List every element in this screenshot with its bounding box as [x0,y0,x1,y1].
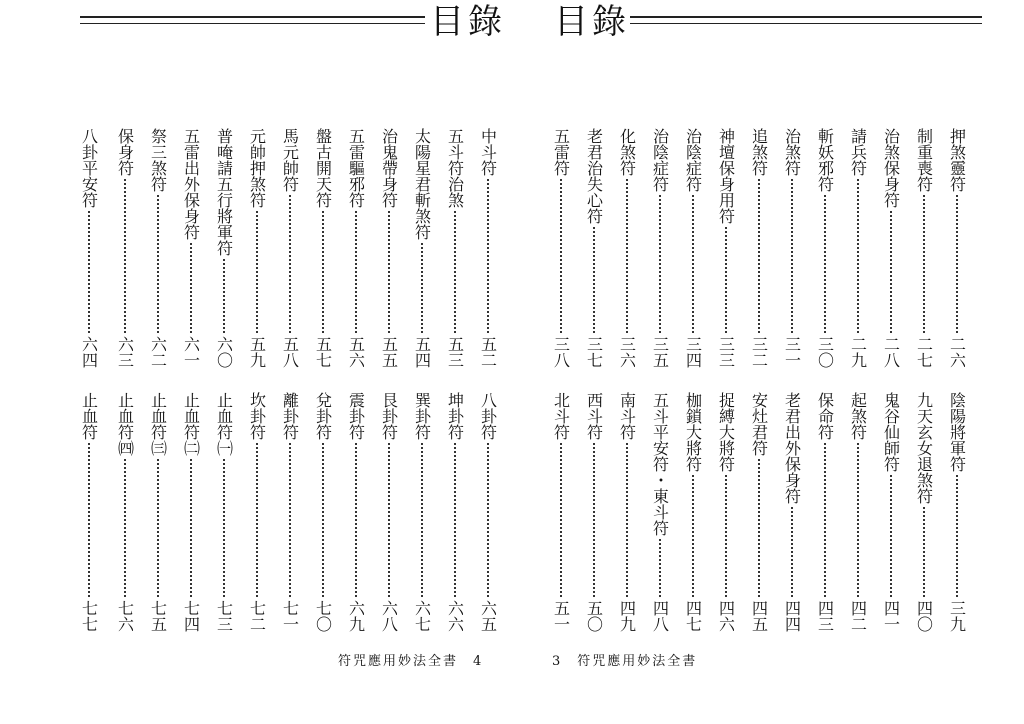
toc-entry[interactable] [847,128,869,368]
leader-dots [857,179,859,333]
right-page [512,0,1024,724]
toc-entry[interactable] [378,128,400,368]
entry-page: 二六 [947,336,967,368]
toc-entry[interactable] [180,128,202,368]
leader-dots [355,211,357,333]
leader-dots [88,443,90,597]
leader-dots [88,211,90,333]
header-rule-right [630,16,982,24]
entry-title: 治鬼帶身符 [379,128,399,208]
leader-dots [157,195,159,333]
leader-dots [659,195,661,333]
entry-page: 七四 [181,600,201,632]
entry-page: 四五 [749,600,769,632]
leader-dots [560,443,562,597]
toc-entry[interactable] [946,128,968,368]
entry-page: 二八 [881,336,901,368]
toc-entry[interactable] [312,128,334,368]
entry-page: 三九 [947,600,967,632]
leader-dots [388,211,390,333]
leader-dots [857,443,859,597]
entry-title: 兌卦符 [313,392,333,440]
toc-entry[interactable] [213,128,235,368]
page-footer-right: 3 符咒應用妙法全書 [552,654,698,669]
toc-entry[interactable] [715,392,737,632]
entry-title: 離卦符 [280,392,300,440]
entry-title: 起煞符 [848,392,868,440]
leader-dots [124,459,126,597]
leader-dots [791,507,793,597]
entry-page: 二七 [914,336,934,368]
entry-page: 三一 [782,336,802,368]
toc-entry[interactable] [649,128,671,368]
toc-entry[interactable] [213,392,235,632]
entry-title: 追煞符 [749,128,769,176]
leader-dots [659,539,661,597]
toc-entry[interactable] [477,128,499,368]
entry-title: 止血符㈢ [148,392,168,456]
leader-dots [692,475,694,597]
entry-page: 三三 [716,336,736,368]
toc-entry[interactable] [880,392,902,632]
toc-entry[interactable] [378,392,400,632]
entry-title: 中斗符 [478,128,498,176]
entry-page: 七二 [247,600,267,632]
entry-page: 七三 [214,600,234,632]
entry-title: 祭三煞符 [148,128,168,192]
toc-entry[interactable] [814,392,836,632]
entry-title: 九天玄女退煞符 [914,392,934,504]
leader-dots [421,443,423,597]
page-footer-left: 符咒應用妙法全書 4 [338,654,484,669]
leader-dots [626,443,628,597]
entry-title: 斬妖邪符 [815,128,835,192]
leader-dots [289,195,291,333]
toc-entry[interactable] [78,128,100,368]
toc-entry[interactable] [946,392,968,632]
toc-entry[interactable] [748,392,770,632]
toc-entry[interactable] [411,128,433,368]
entry-page: 四八 [650,600,670,632]
toc-entry[interactable] [550,128,572,368]
entry-title: 五雷驅邪符 [346,128,366,208]
entry-title: 治陰症符 [650,128,670,192]
leader-dots [322,211,324,333]
toc-entry[interactable] [682,392,704,632]
entry-page: 二九 [848,336,868,368]
toc-entry[interactable] [748,128,770,368]
leader-dots [190,459,192,597]
entry-page: 六九 [346,600,366,632]
entry-title: 坤卦符 [445,392,465,440]
entry-title: 止血符㈡ [181,392,201,456]
toc-entry[interactable] [444,128,466,368]
entry-page: 四六 [716,600,736,632]
entry-page: 五四 [412,336,432,368]
entry-page: 三七 [584,336,604,368]
leader-dots [791,179,793,333]
leader-dots [487,443,489,597]
toc-entry[interactable] [444,392,466,632]
entry-title: 五雷出外保身符 [181,128,201,240]
toc-entry[interactable] [345,392,367,632]
entry-title: 治煞保身符 [881,128,901,208]
leader-dots [421,243,423,333]
toc-entry[interactable] [246,392,268,632]
leader-dots [824,443,826,597]
toc-entry[interactable] [114,392,136,632]
toc-entry[interactable] [147,392,169,632]
entry-page: 五二 [478,336,498,368]
entry-page: 六二 [148,336,168,368]
toc-entry[interactable] [781,128,803,368]
toc-entry[interactable] [781,392,803,632]
entry-page: 四三 [815,600,835,632]
entry-page: 五七 [313,336,333,368]
leader-dots [956,195,958,333]
entry-title: 坎卦符 [247,392,267,440]
leader-dots [256,211,258,333]
entry-title: 止血符㈣ [115,392,135,456]
leader-dots [388,443,390,597]
leader-dots [355,443,357,597]
entry-page: 三二 [749,336,769,368]
entry-page: 六六 [445,600,465,632]
toc-entry[interactable] [114,128,136,368]
entry-title: 馬元帥符 [280,128,300,192]
entry-title: 保命符 [815,392,835,440]
entry-page: 七一 [280,600,300,632]
leader-dots [454,211,456,333]
entry-title: 請兵符 [848,128,868,176]
toc-entry[interactable] [180,392,202,632]
entry-title: 神壇保身用符 [716,128,736,224]
entry-title: 震卦符 [346,392,366,440]
toc-entry[interactable] [913,128,935,368]
toc-entry[interactable] [78,392,100,632]
entry-title: 止血符㈠ [214,392,234,456]
entry-page: 六三 [115,336,135,368]
leader-dots [223,459,225,597]
entry-title: 老君治失心符 [584,128,604,224]
entry-page: 六一 [181,336,201,368]
entry-page: 四一 [881,600,901,632]
leader-dots [223,259,225,333]
entry-page: 三六 [617,336,637,368]
toc-entry[interactable] [616,392,638,632]
entry-page: 七七 [79,600,99,632]
entry-title: 枷鎖大將符 [683,392,703,472]
entry-page: 六四 [79,336,99,368]
leader-dots [124,179,126,333]
entry-page: 六七 [412,600,432,632]
entry-page: 七〇 [313,600,333,632]
entry-title: 艮卦符 [379,392,399,440]
leader-dots [487,179,489,333]
leader-dots [593,443,595,597]
entry-page: 四二 [848,600,868,632]
leader-dots [956,475,958,597]
entry-page: 七五 [148,600,168,632]
toc-entry[interactable] [345,128,367,368]
entry-title: 安灶君符 [749,392,769,456]
toc-entry[interactable] [279,128,301,368]
toc-entry[interactable] [550,392,572,632]
toc-entry[interactable] [682,128,704,368]
entry-title: 五雷符 [551,128,571,176]
entry-title: 普唵請五行將軍符 [214,128,234,256]
toc-entry[interactable] [880,128,902,368]
toc-entry[interactable] [583,392,605,632]
header-rule-left [80,16,425,24]
entry-page: 五五 [379,336,399,368]
toc-entry[interactable] [616,128,638,368]
entry-title: 五斗符治煞 [445,128,465,208]
leader-dots [923,507,925,597]
entry-title: 元帥押煞符 [247,128,267,208]
leader-dots [890,475,892,597]
entry-title: 治煞符 [782,128,802,176]
entry-page: 四九 [617,600,637,632]
leader-dots [157,459,159,597]
entry-title: 八卦符 [478,392,498,440]
toc-entry[interactable] [279,392,301,632]
entry-title: 盤古開天符 [313,128,333,208]
entry-title: 治陰症符 [683,128,703,192]
entry-page: 五三 [445,336,465,368]
page-title-right: 目錄 [554,2,630,42]
entry-title: 五斗平安符・東斗符 [650,392,670,536]
leader-dots [692,195,694,333]
toc-entry[interactable] [913,392,935,632]
page-title-left: 目錄 [430,2,506,42]
entry-page: 三八 [551,336,571,368]
entry-page: 六八 [379,600,399,632]
toc-entry[interactable] [847,392,869,632]
toc-entry[interactable] [477,392,499,632]
entry-title: 押煞靈符 [947,128,967,192]
leader-dots [256,443,258,597]
leader-dots [454,443,456,597]
leader-dots [725,227,727,333]
entry-title: 捉縛大將符 [716,392,736,472]
toc-entry[interactable] [649,392,671,632]
toc-entry[interactable] [411,392,433,632]
entry-title: 止血符 [79,392,99,440]
entry-title: 巽卦符 [412,392,432,440]
entry-title: 南斗符 [617,392,637,440]
entry-page: 四〇 [914,600,934,632]
leader-dots [758,459,760,597]
entry-title: 老君出外保身符 [782,392,802,504]
entry-title: 保身符 [115,128,135,176]
entry-title: 制重喪符 [914,128,934,192]
entry-page: 七六 [115,600,135,632]
leader-dots [560,179,562,333]
toc-entry[interactable] [246,128,268,368]
entry-page: 三〇 [815,336,835,368]
leader-dots [289,443,291,597]
leader-dots [923,195,925,333]
entry-title: 化煞符 [617,128,637,176]
toc-entry[interactable] [312,392,334,632]
entry-page: 四四 [782,600,802,632]
entry-page: 五一 [551,600,571,632]
toc-entry[interactable] [583,128,605,368]
leader-dots [593,227,595,333]
entry-page: 四七 [683,600,703,632]
entry-title: 北斗符 [551,392,571,440]
entry-page: 六五 [478,600,498,632]
entry-title: 八卦平安符 [79,128,99,208]
entry-page: 五六 [346,336,366,368]
leader-dots [890,211,892,333]
leader-dots [725,475,727,597]
toc-entry[interactable] [715,128,737,368]
entry-page: 五九 [247,336,267,368]
leader-dots [626,179,628,333]
entry-title: 鬼谷仙師符 [881,392,901,472]
toc-entry[interactable] [814,128,836,368]
leader-dots [758,179,760,333]
entry-page: 六〇 [214,336,234,368]
entry-title: 西斗符 [584,392,604,440]
entry-title: 陰陽將軍符 [947,392,967,472]
leader-dots [824,195,826,333]
entry-page: 三五 [650,336,670,368]
entry-page: 三四 [683,336,703,368]
entry-title: 太陽星君斬煞符 [412,128,432,240]
toc-entry[interactable] [147,128,169,368]
entry-page: 五八 [280,336,300,368]
leader-dots [190,243,192,333]
leader-dots [322,443,324,597]
entry-page: 五〇 [584,600,604,632]
